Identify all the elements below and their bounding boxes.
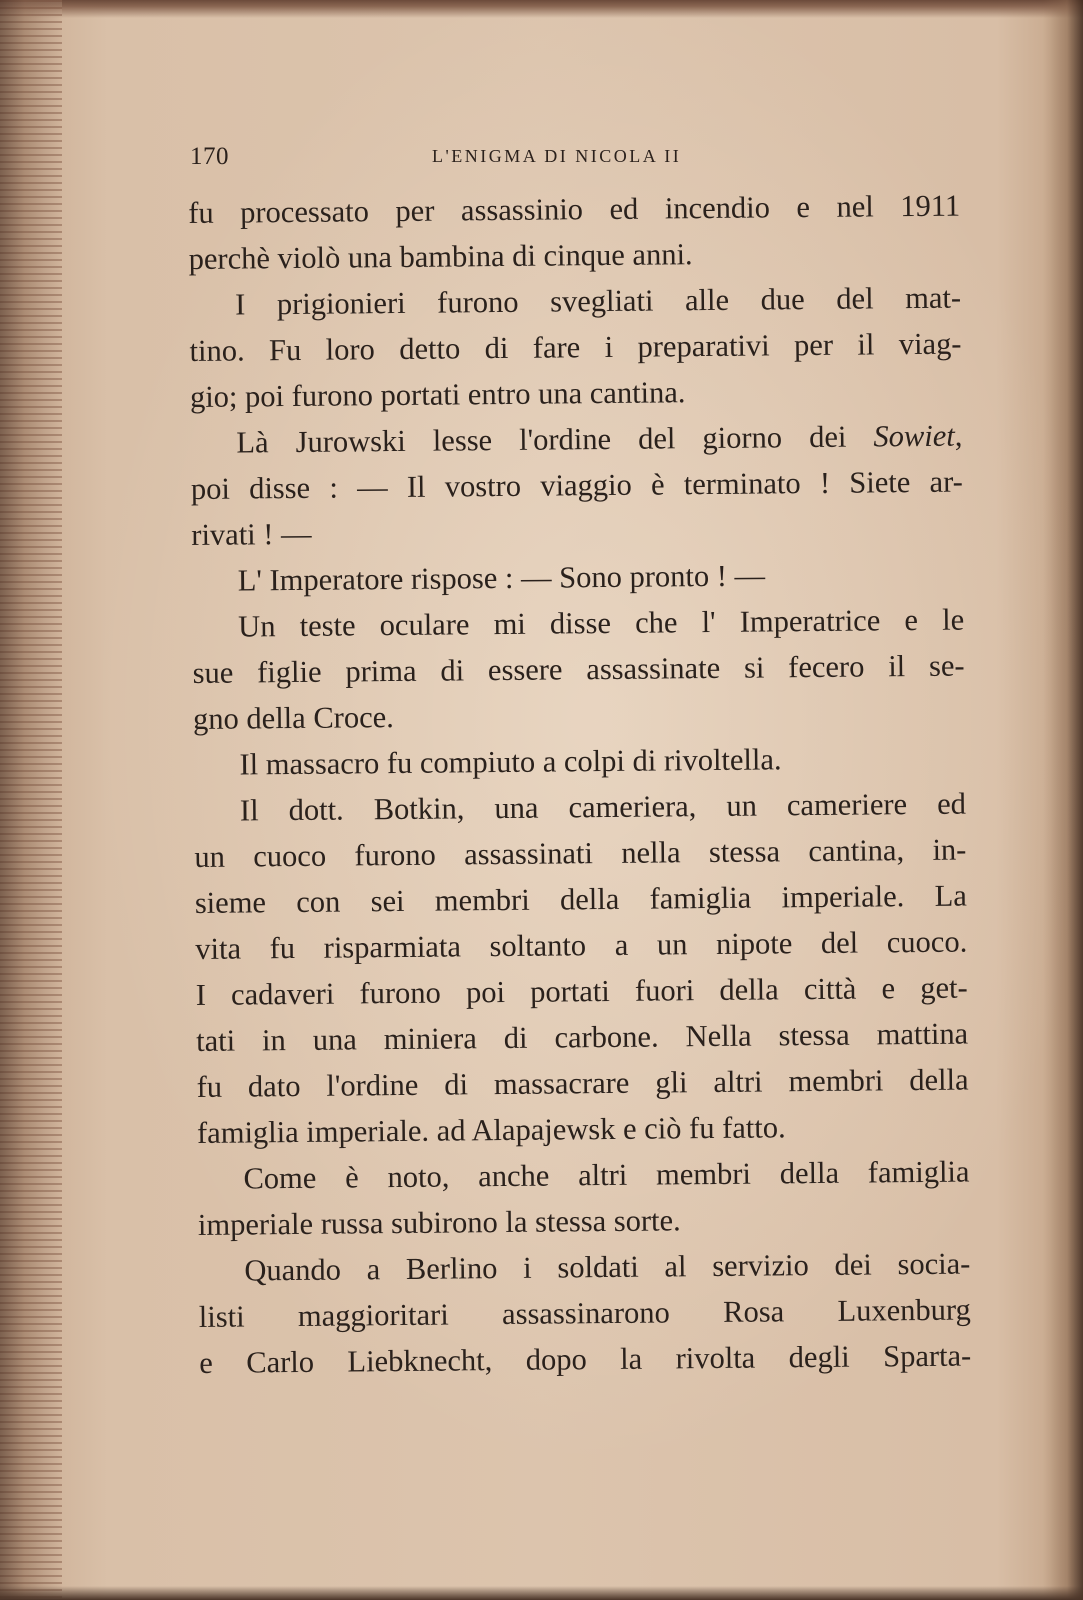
running-header bbox=[190, 143, 720, 179]
text-line: gio; poi furono portati entro una cantina. bbox=[189, 375, 686, 414]
text-line: listi maggioritari assassinarono Rosa Luxenburg bbox=[198, 1292, 971, 1334]
page-bottom-edge bbox=[0, 1586, 1083, 1600]
text-line: imperiale russa subirono la stessa sorte. bbox=[197, 1203, 681, 1242]
text-line: I cadaveri furono poi portati fuori della città e get- bbox=[195, 970, 968, 1012]
text-line: Il massacro fu compiuto a colpi di rivoltella. bbox=[239, 742, 782, 782]
running-title: L'ENIGMA DI NICOLA II bbox=[432, 146, 682, 166]
text-line: un cuoco furono assassinati nella stessa cantina, in- bbox=[194, 832, 967, 874]
text-line: famiglia imperiale. ad Alapajewsk e ciò fu fatto. bbox=[196, 1110, 786, 1150]
page-number: 170 bbox=[190, 143, 229, 170]
text-line: tino. Fu loro detto di fare i preparativi per il viag- bbox=[189, 326, 962, 368]
text-line: tati in una miniera di carbone. Nella stessa mattina bbox=[196, 1016, 969, 1058]
text-line: Un teste oculare mi disse che l' Imperatrice e le bbox=[238, 602, 965, 644]
text-line: e Carlo Liebknecht, dopo la rivolta degli Sparta- bbox=[199, 1338, 972, 1380]
italic-word: Sowiet bbox=[873, 418, 955, 454]
text-line: vita fu risparmiata soltanto a un nipote del cuoco. bbox=[195, 924, 968, 966]
text-line: Là Jurowski lesse l'ordine del giorno dei Sowiet, bbox=[236, 418, 963, 460]
text-line: poi disse : — Il vostro viaggio è terminato ! Siete ar- bbox=[190, 464, 963, 506]
body-text bbox=[188, 183, 971, 1386]
gutter-shadow bbox=[0, 0, 62, 1600]
text-line: sue figlie prima di essere assassinate si fecero il se- bbox=[192, 648, 965, 690]
text-line: gno della Croce. bbox=[192, 700, 394, 736]
text-line: Quando a Berlino i soldati al servizio dei socia- bbox=[244, 1246, 971, 1288]
text-line: sieme con sei membri della famiglia imperiale. La bbox=[194, 878, 967, 920]
text-line: Il dott. Botkin, una cameriera, un cameriere ed bbox=[239, 786, 967, 828]
text-line: rivati ! — bbox=[191, 516, 312, 552]
page-fore-edge bbox=[1043, 0, 1083, 1600]
text-line: Come è noto, anche altri membri della famiglia bbox=[243, 1154, 970, 1196]
page-top-edge bbox=[0, 0, 1083, 18]
text-line: fu processato per assassinio ed incendio e nel 1911 bbox=[188, 188, 961, 230]
text-line: L' Imperatore rispose : — Sono pronto ! — bbox=[237, 558, 766, 598]
text-line: fu dato l'ordine di massacrare gli altri membri della bbox=[196, 1062, 969, 1104]
text-line: I prigionieri furono svegliati alle due del mat- bbox=[234, 280, 962, 322]
text-line: perchè violò una bambina di cinque anni. bbox=[188, 237, 693, 276]
